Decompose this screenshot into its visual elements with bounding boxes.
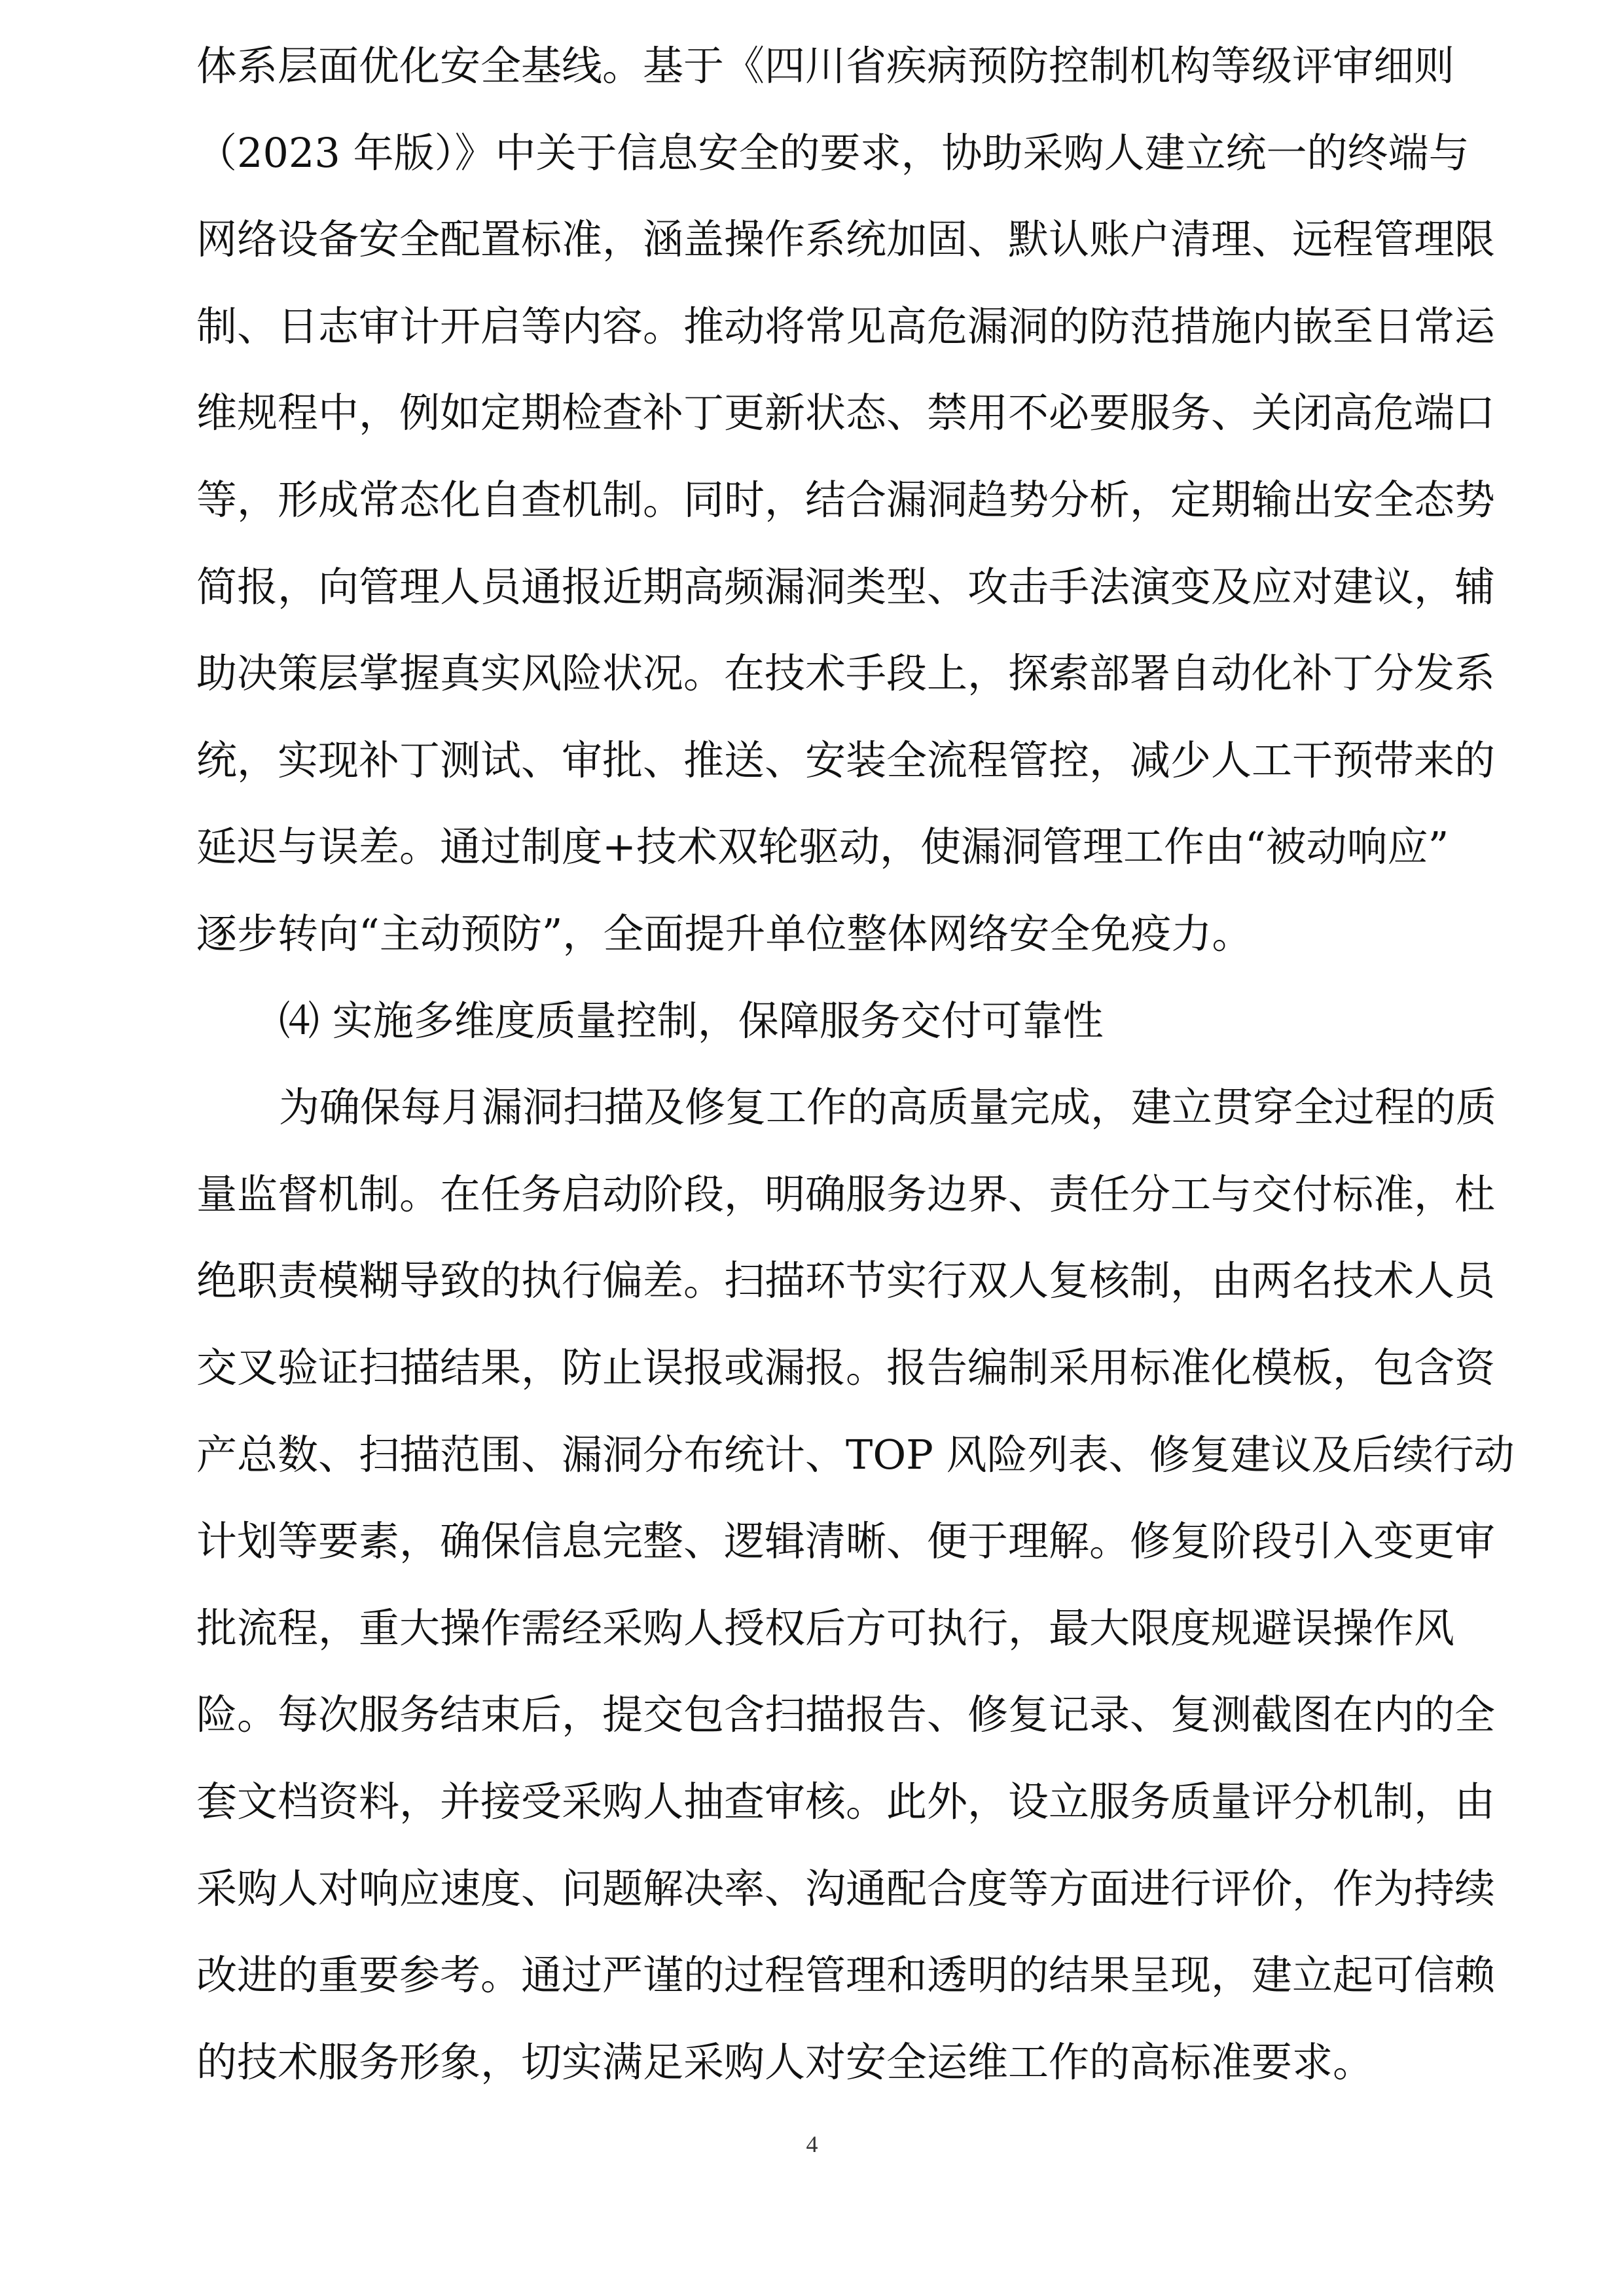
paragraph-line: 逐步转向“主动预防”，全面提升单位整体网络安全免疫力。 [196, 910, 1253, 958]
paragraph-line: 制、日志审计开启等内容。推动将常见高危漏洞的防范措施内嵌至日常运 [196, 302, 1496, 350]
paragraph-line: 延迟与误差。通过制度+技术双轮驱动，使漏洞管理工作由“被动响应” [196, 823, 1449, 871]
paragraph-line: 改进的重要参考。通过严谨的过程管理和透明的结果呈现，建立起可信赖 [196, 1951, 1496, 2000]
paragraph-line: 助决策层掌握真实风险状况。在技术手段上，探索部署自动化补丁分发系 [196, 649, 1496, 698]
paragraph-line: 等，形成常态化自查机制。同时，结合漏洞趋势分析，定期输出安全态势 [196, 476, 1496, 524]
paragraph-line: 绝职责模糊导致的执行偏差。扫描环节实行双人复核制，由两名技术人员 [196, 1257, 1496, 1305]
paragraph-line: 简报，向管理人员通报近期高频漏洞类型、攻击手法演变及应对建议，辅 [196, 562, 1496, 611]
paragraph-line: （2023 年版）》中关于信息安全的要求，协助采购人建立统一的终端与 [196, 128, 1470, 177]
paragraph-line: 批流程，重大操作需经采购人授权后方可执行，最大限度规避误操作风 [196, 1604, 1455, 1652]
paragraph-line: 采购人对响应速度、问题解决率、沟通配合度等方面进行评价，作为持续 [196, 1864, 1496, 1912]
paragraph-line: 产总数、扫描范围、漏洞分布统计、TOP 风险列表、修复建议及后续行动 [196, 1430, 1515, 1479]
paragraph-line: 的技术服务形象，切实满足采购人对安全运维工作的高标准要求。 [196, 2037, 1374, 2086]
paragraph-line: 险。每次服务结束后，提交包含扫描报告、修复记录、复测截图在内的全 [196, 1691, 1496, 1739]
paragraph-line: 网络设备安全配置标准，涵盖操作系统加固、默认账户清理、远程管理限 [196, 215, 1496, 264]
paragraph-line: 维规程中，例如定期检查补丁更新状态、禁用不必要服务、关闭高危端口 [196, 389, 1496, 437]
paragraph-line: 量监督机制。在任务启动阶段，明确服务边界、责任分工与交付标准，杜 [196, 1170, 1496, 1218]
paragraph-line: 计划等要素，确保信息完整、逻辑清晰、便于理解。修复阶段引入变更审 [196, 1517, 1496, 1566]
paragraph-line: 为确保每月漏洞扫描及修复工作的高质量完成，建立贯穿全过程的质 [279, 1083, 1497, 1132]
page-number: 4 [806, 2131, 818, 2157]
paragraph-line: 套文档资料，并接受采购人抽查审核。此外，设立服务质量评分机制，由 [196, 1778, 1496, 1825]
paragraph-line: 统，实现补丁测试、审批、推送、安装全流程管控，减少人工干预带来的 [196, 736, 1496, 784]
paragraph-line: 体系层面优化安全基线。基于《四川省疾病预防控制机构等级评审细则 [196, 42, 1455, 90]
paragraph-line: 交叉验证扫描结果，防止误报或漏报。报告编制采用标准化模板，包含资 [196, 1344, 1496, 1391]
section-heading: ⑷ 实施多维度质量控制，保障服务交付可靠性 [279, 996, 1104, 1045]
